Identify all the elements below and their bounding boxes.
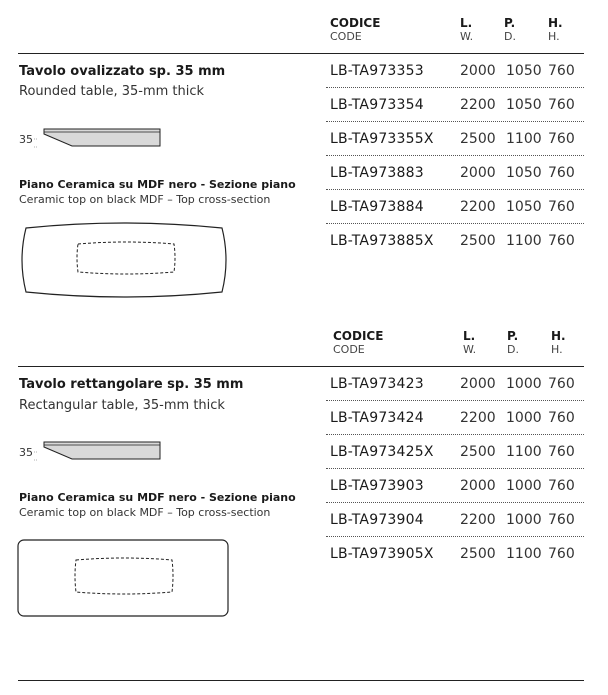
code-cell: LB-TA973885X xyxy=(330,233,434,249)
height-cell: 760 xyxy=(548,444,575,460)
code-cell: LB-TA973905X xyxy=(330,546,434,562)
code-cell: LB-TA973883 xyxy=(330,165,424,181)
col-header-height: H. H. xyxy=(548,16,563,43)
table-row xyxy=(326,54,584,88)
width-cell: 2500 xyxy=(460,131,496,147)
height-cell: 760 xyxy=(548,233,575,249)
depth-cell: 1050 xyxy=(506,63,542,79)
thickness-label: 35 xyxy=(19,446,33,459)
width-cell: 2200 xyxy=(460,512,496,528)
product-title-it: Tavolo ovalizzato sp. 35 mm xyxy=(19,64,226,79)
table-row xyxy=(326,367,584,401)
table-section-oval xyxy=(0,0,608,320)
depth-cell: 1050 xyxy=(506,165,542,181)
code-cell: LB-TA973425X xyxy=(330,444,434,460)
col-header-height: H. H. xyxy=(551,329,566,356)
table-row xyxy=(326,190,584,224)
thickness-label: 35 xyxy=(19,133,33,146)
code-cell: LB-TA973353 xyxy=(330,63,424,79)
width-cell: 2500 xyxy=(460,546,496,562)
col-header-depth: P. D. xyxy=(507,329,519,356)
code-cell: LB-TA973354 xyxy=(330,97,424,113)
width-cell: 2200 xyxy=(460,410,496,426)
top-profile-drawing xyxy=(34,438,164,462)
width-cell: 2500 xyxy=(460,444,496,460)
material-label-en: Ceramic top on black MDF – Top cross-section xyxy=(19,193,271,206)
table-row xyxy=(326,503,584,537)
code-cell: LB-TA973424 xyxy=(330,410,424,426)
product-title-it: Tavolo rettangolare sp. 35 mm xyxy=(19,377,244,392)
table-row xyxy=(326,401,584,435)
depth-cell: 1000 xyxy=(506,512,542,528)
height-cell: 760 xyxy=(548,410,575,426)
depth-cell: 1000 xyxy=(506,376,542,392)
product-title-en: Rounded table, 35-mm thick xyxy=(19,84,205,99)
height-cell: 760 xyxy=(548,478,575,494)
material-label-it: Piano Ceramica su MDF nero - Sezione piano xyxy=(19,491,296,504)
oval-top-shape-drawing xyxy=(16,222,232,298)
height-cell: 760 xyxy=(548,512,575,528)
width-cell: 2200 xyxy=(460,199,496,215)
width-cell: 2000 xyxy=(460,376,496,392)
table-row xyxy=(326,88,584,122)
col-header-width: L. W. xyxy=(463,329,477,356)
col-header-depth: P. D. xyxy=(504,16,516,43)
depth-cell: 1000 xyxy=(506,478,542,494)
code-cell: LB-TA973355X xyxy=(330,131,434,147)
depth-cell: 1100 xyxy=(506,233,542,249)
depth-cell: 1050 xyxy=(506,97,542,113)
code-cell: LB-TA973423 xyxy=(330,376,424,392)
height-cell: 760 xyxy=(548,131,575,147)
table-row xyxy=(326,122,584,156)
table-row xyxy=(326,469,584,503)
height-cell: 760 xyxy=(548,97,575,113)
width-cell: 2000 xyxy=(460,478,496,494)
col-header-code: CODICE CODE xyxy=(333,329,384,356)
table-row xyxy=(326,537,584,571)
rectangular-top-shape-drawing xyxy=(16,538,232,618)
col-header-width: L. W. xyxy=(460,16,474,43)
col-header-code: CODICE CODE xyxy=(330,16,381,43)
depth-cell: 1100 xyxy=(506,546,542,562)
depth-cell: 1000 xyxy=(506,410,542,426)
code-cell: LB-TA973903 xyxy=(330,478,424,494)
height-cell: 760 xyxy=(548,546,575,562)
material-label-en: Ceramic top on black MDF – Top cross-section xyxy=(19,506,271,519)
code-cell: LB-TA973904 xyxy=(330,512,424,528)
depth-cell: 1100 xyxy=(506,444,542,460)
table-row xyxy=(326,224,584,258)
table-row xyxy=(326,435,584,469)
table-section-rectangular xyxy=(0,320,608,680)
width-cell: 2500 xyxy=(460,233,496,249)
material-label-it: Piano Ceramica su MDF nero - Sezione piano xyxy=(19,178,296,191)
width-cell: 2000 xyxy=(460,165,496,181)
top-profile-drawing xyxy=(34,126,164,150)
width-cell: 2000 xyxy=(460,63,496,79)
height-cell: 760 xyxy=(548,165,575,181)
code-cell: LB-TA973884 xyxy=(330,199,424,215)
width-cell: 2200 xyxy=(460,97,496,113)
height-cell: 760 xyxy=(548,199,575,215)
depth-cell: 1050 xyxy=(506,199,542,215)
depth-cell: 1100 xyxy=(506,131,542,147)
product-title-en: Rectangular table, 35-mm thick xyxy=(19,398,225,413)
table-row xyxy=(326,156,584,190)
height-cell: 760 xyxy=(548,63,575,79)
height-cell: 760 xyxy=(548,376,575,392)
bottom-rule xyxy=(18,680,584,681)
